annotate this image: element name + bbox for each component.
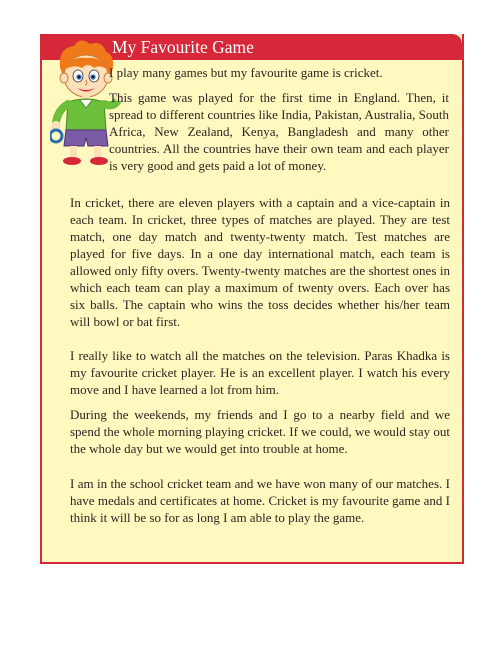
paragraph-favourite-player: I really like to watch all the matches on the television. Paras Khadka is my favourite cricket player. He is an excellent player. I watch his every move and I have learned a lot from him.	[70, 348, 450, 397]
paragraph-school-team: I am in the school cricket team and we have won many of our matches. I have medals and certificates at home. Cricket is my favourite game and I think it will be so for as long I am able to play the game.	[70, 476, 450, 525]
paragraph-weekends: During the weekends, my friends and I go to a nearby field and we spend the whole morning playing cricket. If we could, we would stay out the whole day but we would get into trouble at home.	[70, 407, 450, 456]
paragraph-intro: I play many games but my favourite game is cricket.	[109, 65, 383, 80]
page-title: My Favourite Game	[112, 37, 254, 57]
paragraph-history: This game was played for the first time in England. Then, it spread to different countries like India, Pakistan, Australia, South Africa, New Zealand, Kenya, Bangladesh and many other countries. All the countries have their own team and each player is very good and gets paid a lot of money.	[109, 90, 449, 173]
paragraph-rules: In cricket, there are eleven players with a captain and a vice-captain in each team. In cricket, three types of matches are played. They are test match, one day match and twenty-twenty match. Test matches are played for five days. In a one day international match, each team is allowed only fifty overs. Twenty-twenty matches are the shortest ones in which each team can play a maximum of twenty overs. Each over has six balls. The captain who wins the toss decides whether his/her team will bowl or bat first.	[70, 195, 450, 329]
worksheet-panel	[40, 34, 464, 564]
